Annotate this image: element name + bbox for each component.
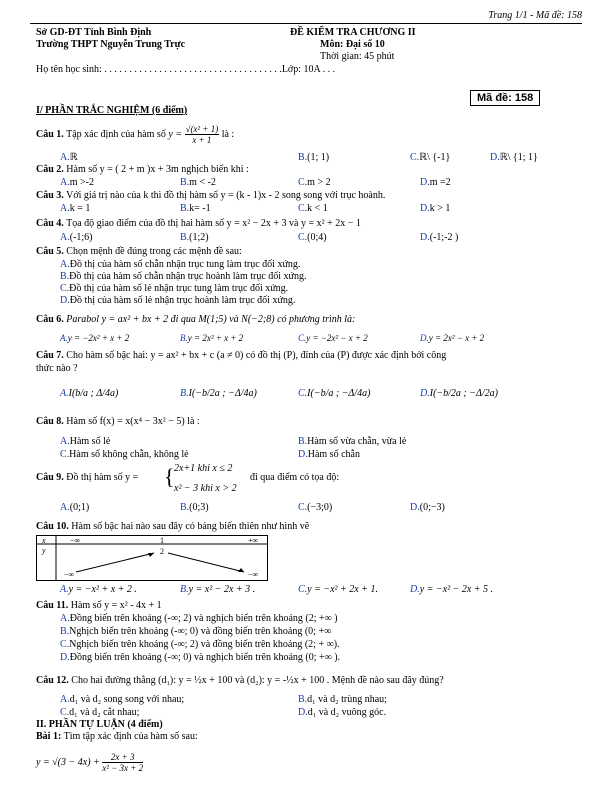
question-7: Câu 7. Cho hàm số bậc hai: y = ax² + bx + c (a ≠ 0) có đồ thị (P), đỉnh của (P) được xác định bởi công	[36, 350, 447, 361]
piecewise-case-2: x² − 3 khi x > 2	[174, 483, 237, 494]
q11-option-c[interactable]: C.Nghịch biến trên khoảng (-∞; 2) và đồng biến trên khoảng (2; + ∞).	[60, 639, 340, 650]
q4-option-b[interactable]: B.(1;2)	[180, 232, 209, 243]
q5-option-a[interactable]: A.Đồ thị của hàm số chẵn nhận trục tung làm trục đối xứng.	[60, 259, 301, 270]
q2-option-c[interactable]: C.m > 2	[298, 177, 331, 188]
exercise-1-formula: y = √(3 − 4x) + $\frac{2x + 3}{\text{x² − 3x + 2}}$	[36, 752, 144, 773]
increase-arrow	[76, 553, 154, 572]
question-1	[36, 124, 234, 145]
q1-option-b[interactable]: B.(1; 1)	[298, 152, 330, 163]
q2-option-a[interactable]: A.m >-2	[60, 177, 94, 188]
exam-title: ĐỀ KIỂM TRA CHƯƠNG II	[290, 27, 416, 38]
q1-option-a[interactable]: A.ℝ	[60, 152, 78, 163]
q9-option-a[interactable]: A.(0;1)	[60, 502, 90, 513]
q2-option-d[interactable]: D.m =2	[420, 177, 451, 188]
question-2: Câu 2. Hàm số y = ( 2 + m )x + 3m nghịch biến khi :	[36, 164, 249, 175]
question-5: Câu 5. Chọn mệnh đề đúng trong các mệnh đề sau:	[36, 246, 242, 257]
department: Sở GD-ĐT Tỉnh Bình Định	[36, 27, 152, 38]
table-y-right: −∞	[248, 570, 259, 579]
table-y-label: y	[42, 546, 46, 555]
q3-option-b[interactable]: B.k= -1	[180, 203, 211, 214]
table-x-label: x	[42, 536, 46, 545]
q1-option-c[interactable]: C.ℝ\ {-1}	[410, 152, 451, 163]
q11-option-d[interactable]: D.Đồng biến trên khoảng (-∞; 0) và nghịch biến trên khoảng (0; +∞ ).	[60, 652, 341, 663]
section-essay: II. PHẦN TỰ LUẬN (4 điểm)	[36, 719, 163, 730]
exam-code-box: Mã đề: 158	[470, 90, 540, 106]
q7-option-c[interactable]: C.I(−b/a ; −Δ/4a)	[298, 388, 371, 399]
q8-option-b[interactable]: B.Hàm số vừa chẵn, vừa lẻ	[298, 436, 407, 447]
student-name-line: Họ tên học sinh: . . . . . . . . . . . . . . . . . . . . . . . . . . . . . . . . . . . .Lớp: 10A . . .	[36, 64, 336, 75]
q10-option-c[interactable]: C.y = −x² + 2x + 1.	[298, 584, 378, 595]
q12-option-a[interactable]: A.d₁ và d₂ song song với nhau;	[60, 694, 185, 705]
question-9: Câu 9. Đồ thị hàm số y =	[36, 472, 139, 483]
question-text-tail: là :	[221, 128, 235, 140]
table-x-one: 1	[160, 536, 164, 545]
q1-option-d[interactable]: D.ℝ\ {1; 1}	[490, 152, 538, 163]
q9-option-d[interactable]: D.(0;−3)	[410, 502, 445, 513]
q4-option-d[interactable]: D.(-1;-2 )	[420, 232, 459, 243]
q8-option-c[interactable]: C.Hàm số không chẵn, không lẻ	[60, 449, 189, 460]
question-6: Câu 6. Parabol y = ax² + bx + 2 đi qua M(1;5) và N(−2;8) có phương trình là:	[36, 314, 356, 325]
question-8: Câu 8. Hàm số f(x) = x(x⁴ − 3x² − 5) là :	[36, 416, 200, 427]
q6-option-b[interactable]: B.y = 2x² + x + 2	[180, 333, 244, 343]
q6-option-d[interactable]: D.y = 2x² − x + 2	[420, 333, 485, 343]
header-rule	[30, 23, 582, 24]
question-9-tail: đi qua điểm có tọa độ:	[250, 472, 340, 483]
school-name: Trường THPT Nguyễn Trung Trực	[36, 39, 186, 50]
question-10: Câu 10. Hàm số bậc hai nào sau đây có bảng biến thiên như hình vẽ	[36, 521, 310, 532]
piecewise-case-1: 2x+1 khi x ≤ 2	[174, 463, 233, 474]
q7-option-b[interactable]: B.I(−b/2a ; −Δ/4a)	[180, 388, 257, 399]
exercise-1: Bài 1: Tìm tập xác định của hàm số sau:	[36, 731, 198, 742]
q7-option-d[interactable]: D.I(−b/2a ; −Δ/2a)	[420, 388, 498, 399]
decrease-arrow	[168, 553, 244, 572]
q10-option-b[interactable]: B.y = x² − 2x + 3 .	[180, 584, 256, 595]
q4-option-a[interactable]: A.(-1;6)	[60, 232, 93, 243]
question-11: Câu 11. Hàm số y = x² - 4x + 1	[36, 600, 162, 611]
q3-option-a[interactable]: A.k = 1	[60, 203, 91, 214]
q3-option-d[interactable]: D.k > 1	[420, 203, 451, 214]
q8-option-d[interactable]: D.Hàm số chẵn	[298, 449, 360, 460]
q8-option-a[interactable]: A.Hàm số lẻ	[60, 436, 111, 447]
table-y-max: 2	[160, 547, 164, 556]
q2-option-b[interactable]: B.m < -2	[180, 177, 216, 188]
q12-option-d[interactable]: D.d₁ và d₂ vuông góc.	[298, 707, 387, 718]
question-4: Câu 4. Tọa độ giao điểm của đồ thị hai hàm số y = x² − 2x + 3 và y = x² + 2x − 1	[36, 218, 361, 229]
exam-time: Thời gian: 45 phút	[320, 51, 395, 62]
function-fraction: $\frac{\text{√(x² + 1)}}{x + 1}$	[185, 124, 219, 145]
q12-option-b[interactable]: B.d₁ và d₂ trùng nhau;	[298, 694, 387, 705]
q10-option-d[interactable]: D.y = −x² − 2x + 5 .	[410, 584, 494, 595]
q9-option-b[interactable]: B.(0;3)	[180, 502, 209, 513]
question-label: Câu 1.	[36, 128, 64, 140]
function-lhs: y =	[168, 128, 185, 140]
page-code: Trang 1/1 - Mã đề: 158	[488, 10, 582, 21]
q9-option-c[interactable]: C.(−3;0)	[298, 502, 333, 513]
q12-option-c[interactable]: C.d₁ và d₂ cắt nhau;	[60, 707, 140, 718]
q11-option-a[interactable]: A.Đồng biến trên khoảng (-∞; 2) và nghịch biến trên khoảng (2; +∞ )	[60, 613, 338, 624]
q11-option-b[interactable]: B.Nghịch biến trên khoảng (-∞; 0) và đồng biến trên khoảng (0; +∞	[60, 626, 332, 637]
table-x-pos-inf: +∞	[248, 536, 259, 545]
question-12: Câu 12. Cho hai đường thẳng (d₁): y = ½x + 100 và (d₂): y = -½x + 100 . Mệnh đề nào sau đây đúng?	[36, 675, 444, 686]
q3-option-c[interactable]: C.k < 1	[298, 203, 328, 214]
question-3: Câu 3. Với giá trị nào của k thì đồ thị hàm số y = (k - 1)x - 2 song song với trục hoành.	[36, 190, 386, 201]
question-7-line2: thức nào ?	[36, 363, 78, 374]
section-multiple-choice: I/ PHẦN TRẮC NGHIỆM (6 điểm)	[36, 105, 188, 116]
q7-option-a[interactable]: A.I(b/a ; Δ/4a)	[60, 388, 119, 399]
question-text: Tập xác định của hàm số	[66, 128, 166, 140]
table-y-left: −∞	[64, 570, 75, 579]
q5-option-c[interactable]: C.Đồ thị của hàm số lẻ nhận trục tung làm trục đối xứng.	[60, 283, 289, 294]
q5-option-b[interactable]: B.Đồ thị của hàm số chẵn nhận trục hoành làm trục đối xứng.	[60, 271, 307, 282]
variation-table	[36, 535, 268, 581]
q5-option-d[interactable]: D.Đồ thị của hàm số lẻ nhận trục hoành làm trục đối xứng.	[60, 295, 296, 306]
brace: {	[164, 464, 175, 489]
q10-option-a[interactable]: A.y = −x² + x + 2 .	[60, 584, 137, 595]
subject: Môn: Đại số 10	[320, 39, 385, 50]
q4-option-c[interactable]: C.(0;4)	[298, 232, 327, 243]
q6-option-c[interactable]: C.y = −2x² − x + 2	[298, 333, 368, 343]
table-x-neg-inf: −∞	[70, 536, 81, 545]
q6-option-a[interactable]: A.y = −2x² + x + 2	[60, 333, 130, 343]
